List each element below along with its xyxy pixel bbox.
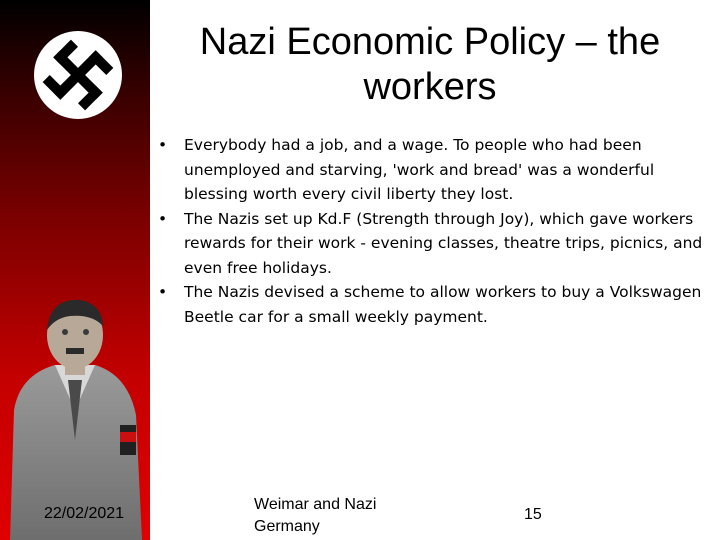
footer-title-line2: Germany: [254, 518, 320, 535]
portrait-photo: [0, 290, 150, 540]
page-number: 15: [524, 506, 542, 523]
bullet-dot-icon: •: [158, 283, 168, 301]
bullet-item: [158, 207, 713, 281]
footer-title-line1: Weimar and Nazi: [254, 496, 377, 513]
bullet-item: [158, 280, 713, 329]
bullet-dot-icon: •: [158, 209, 168, 228]
bullet-dot-icon: •: [158, 136, 168, 154]
bullet-list: [158, 133, 713, 329]
slide-title: [160, 20, 700, 110]
footer-date: 22/02/2021: [44, 505, 125, 522]
bullet-text: The Nazis set up Kd.F (Strength through Joy), which gave workers rewards for their work - evening classes, theatre trips, picnics, and even free holidays.: [184, 209, 703, 277]
bullet-item: [158, 133, 713, 207]
slide-title-line2: workers: [363, 66, 497, 108]
swastika-emblem-icon: [33, 30, 123, 120]
footer-title: [254, 494, 414, 538]
bullet-text: The Nazis devised a scheme to allow workers to buy a Volkswagen Beetle car for a small weekly payment.: [184, 283, 702, 326]
bullet-text: Everybody had a job, and a wage. To people who had been unemployed and starving, 'work and bread' was a wonderful blessing worth every civil liberty they lost.: [184, 136, 655, 203]
slide-title-line1: Nazi Economic Policy – the: [199, 21, 661, 63]
